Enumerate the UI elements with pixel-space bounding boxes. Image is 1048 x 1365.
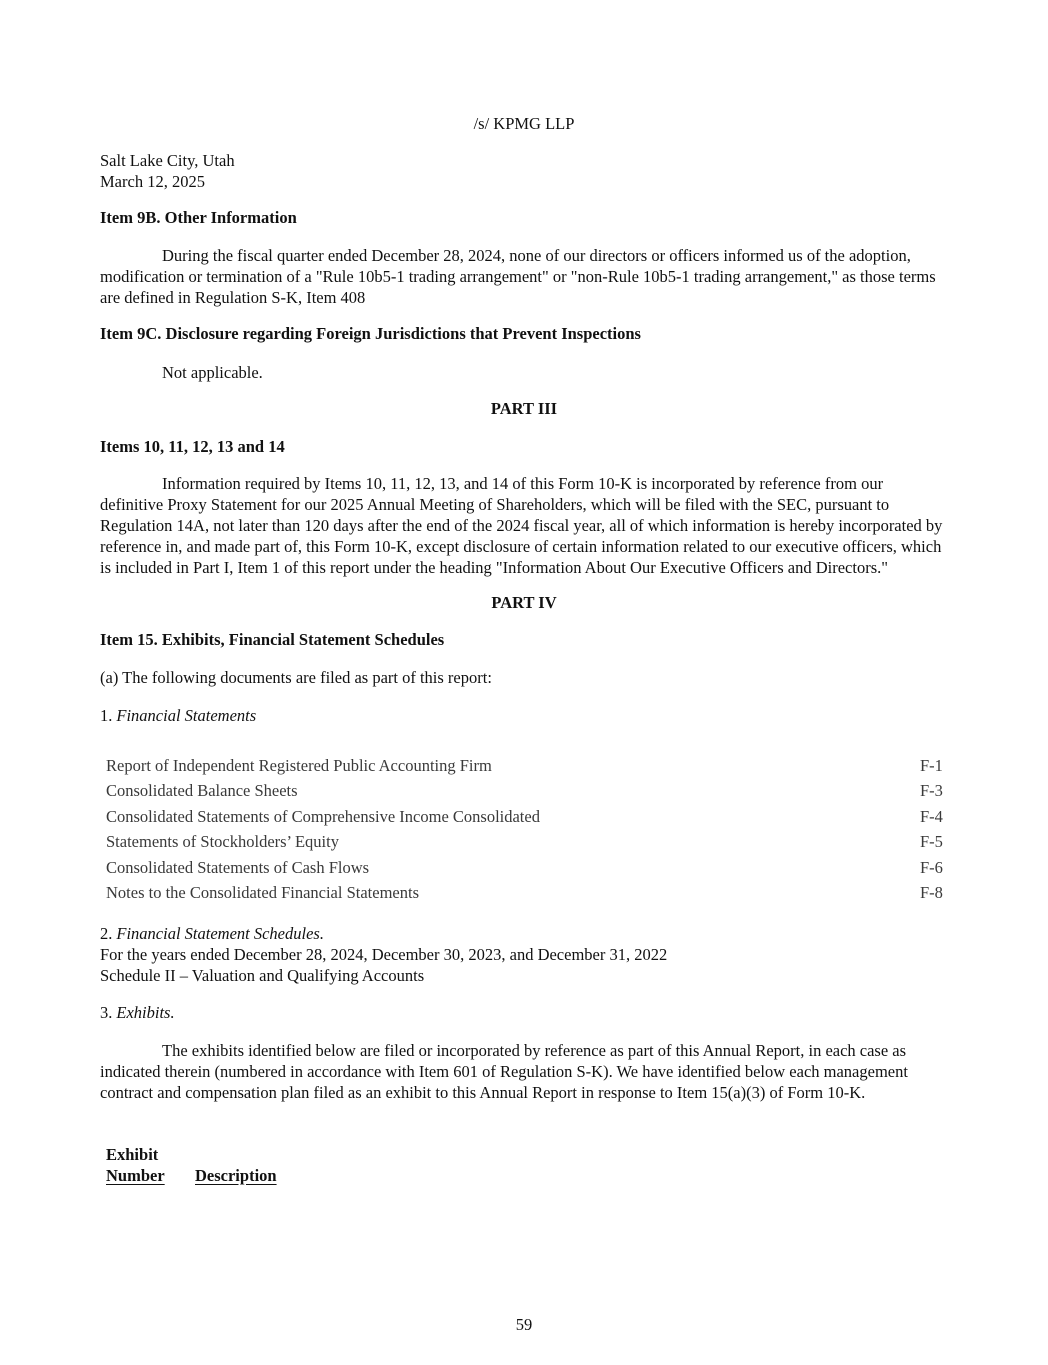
financial-statements-title xyxy=(100,705,948,726)
exhibit-header-line1: Exhibit xyxy=(106,1145,159,1164)
table-row-page: F-8 xyxy=(920,883,943,902)
table-row-label: Consolidated Balance Sheets xyxy=(106,781,298,800)
exhibits-title xyxy=(100,1002,948,1023)
table-row xyxy=(100,776,948,802)
exhibit-number-column-header xyxy=(106,1144,195,1186)
item-9c-heading: Item 9C. Disclosure regarding Foreign Jurisdictions that Prevent Inspections xyxy=(100,324,641,343)
table-row-label: Statements of Stockholders’ Equity xyxy=(106,832,339,851)
schedules-title xyxy=(100,923,948,944)
table-row xyxy=(100,878,948,904)
exhibits-paragraph: The exhibits identified below are filed or incorporated by reference as part of this Annual Report, in each case as indicated therein (numbered in accordance with Item 601 of Regulation S-K). We have identified below each management contract and compensation plan filed as an exhibit to this Annual Report in response to Item 15(a)(3) of Form 10-K. xyxy=(100,1041,908,1102)
item-9b-paragraph: During the fiscal quarter ended December 28, 2024, none of our directors or officers informed us of the adoption, modification or termination of a "Rule 10b5-1 trading arrangement" or "non-Rule 10b5-1 trading arrangement," as those terms are defined in Regulation S-K, Item 408 xyxy=(100,246,936,307)
table-row-page: F-3 xyxy=(920,781,943,800)
part-iii-paragraph: Information required by Items 10, 11, 12, 13, and 14 of this Form 10-K is incorporated by reference from our definitive Proxy Statement for our 2025 Annual Meeting of Shareholders, which will be filed with the SEC, pursuant to Regulation 14A, not later than 120 days after the end of the 2024 fiscal year, all of which information is hereby incorporated by reference in, and made part of, this Form 10-K, except disclosure of certain information related to our executive officers, which is included in Part I, Item 1 of this report under the heading "Information About Our Executive Officers and Directors." xyxy=(100,474,943,577)
schedules-schedule-ii-line: Schedule II – Valuation and Qualifying Accounts xyxy=(100,966,425,985)
part-iii-heading: PART III xyxy=(490,399,558,418)
page-number: 59 xyxy=(515,1315,533,1334)
signature-date: March 12, 2025 xyxy=(100,172,205,191)
signature-line: /s/ KPMG LLP xyxy=(473,114,575,133)
financial-statements-label: Financial Statements xyxy=(116,706,257,725)
item-15-heading: Item 15. Exhibits, Financial Statement Schedules xyxy=(100,630,445,649)
financial-statements-number: 1. xyxy=(100,706,113,725)
financial-statements-table xyxy=(100,750,948,903)
table-row-label: Notes to the Consolidated Financial Statements xyxy=(106,883,419,902)
schedules-section xyxy=(100,923,948,986)
signature-location: Salt Lake City, Utah xyxy=(100,151,235,170)
table-row xyxy=(100,801,948,827)
item-9b-heading: Item 9B. Other Information xyxy=(100,208,297,227)
table-row xyxy=(100,750,948,776)
table-row xyxy=(100,827,948,853)
schedules-years-line: For the years ended December 28, 2024, December 30, 2023, and December 31, 2022 xyxy=(100,945,668,964)
exhibits-label: Exhibits. xyxy=(116,1003,175,1022)
exhibit-description-column-header: Description xyxy=(195,1166,277,1185)
table-row-label: Report of Independent Registered Public Accounting Firm xyxy=(106,755,492,775)
items-10-14-heading: Items 10, 11, 12, 13 and 14 xyxy=(100,437,285,456)
table-row-page: F-6 xyxy=(920,857,943,877)
table-row-page: F-5 xyxy=(920,832,943,851)
exhibits-number: 3. xyxy=(100,1003,113,1022)
exhibit-header-line2: Number xyxy=(106,1166,165,1185)
item-9c-paragraph: Not applicable. xyxy=(162,363,263,382)
schedules-label: Financial Statement Schedules. xyxy=(116,924,324,943)
exhibit-table-header xyxy=(100,1144,948,1186)
item-15-intro: (a) The following documents are filed as part of this report: xyxy=(100,668,492,687)
table-row-label: Consolidated Statements of Cash Flows xyxy=(106,857,370,877)
signature-address-block xyxy=(100,150,948,192)
part-iv-heading: PART IV xyxy=(491,593,557,612)
table-row-page: F-1 xyxy=(920,755,943,775)
table-row-label: Consolidated Statements of Comprehensive Income Consolidated xyxy=(106,806,540,826)
table-row-page: F-4 xyxy=(920,806,943,826)
table-row xyxy=(100,852,948,878)
schedules-number: 2. xyxy=(100,924,113,943)
